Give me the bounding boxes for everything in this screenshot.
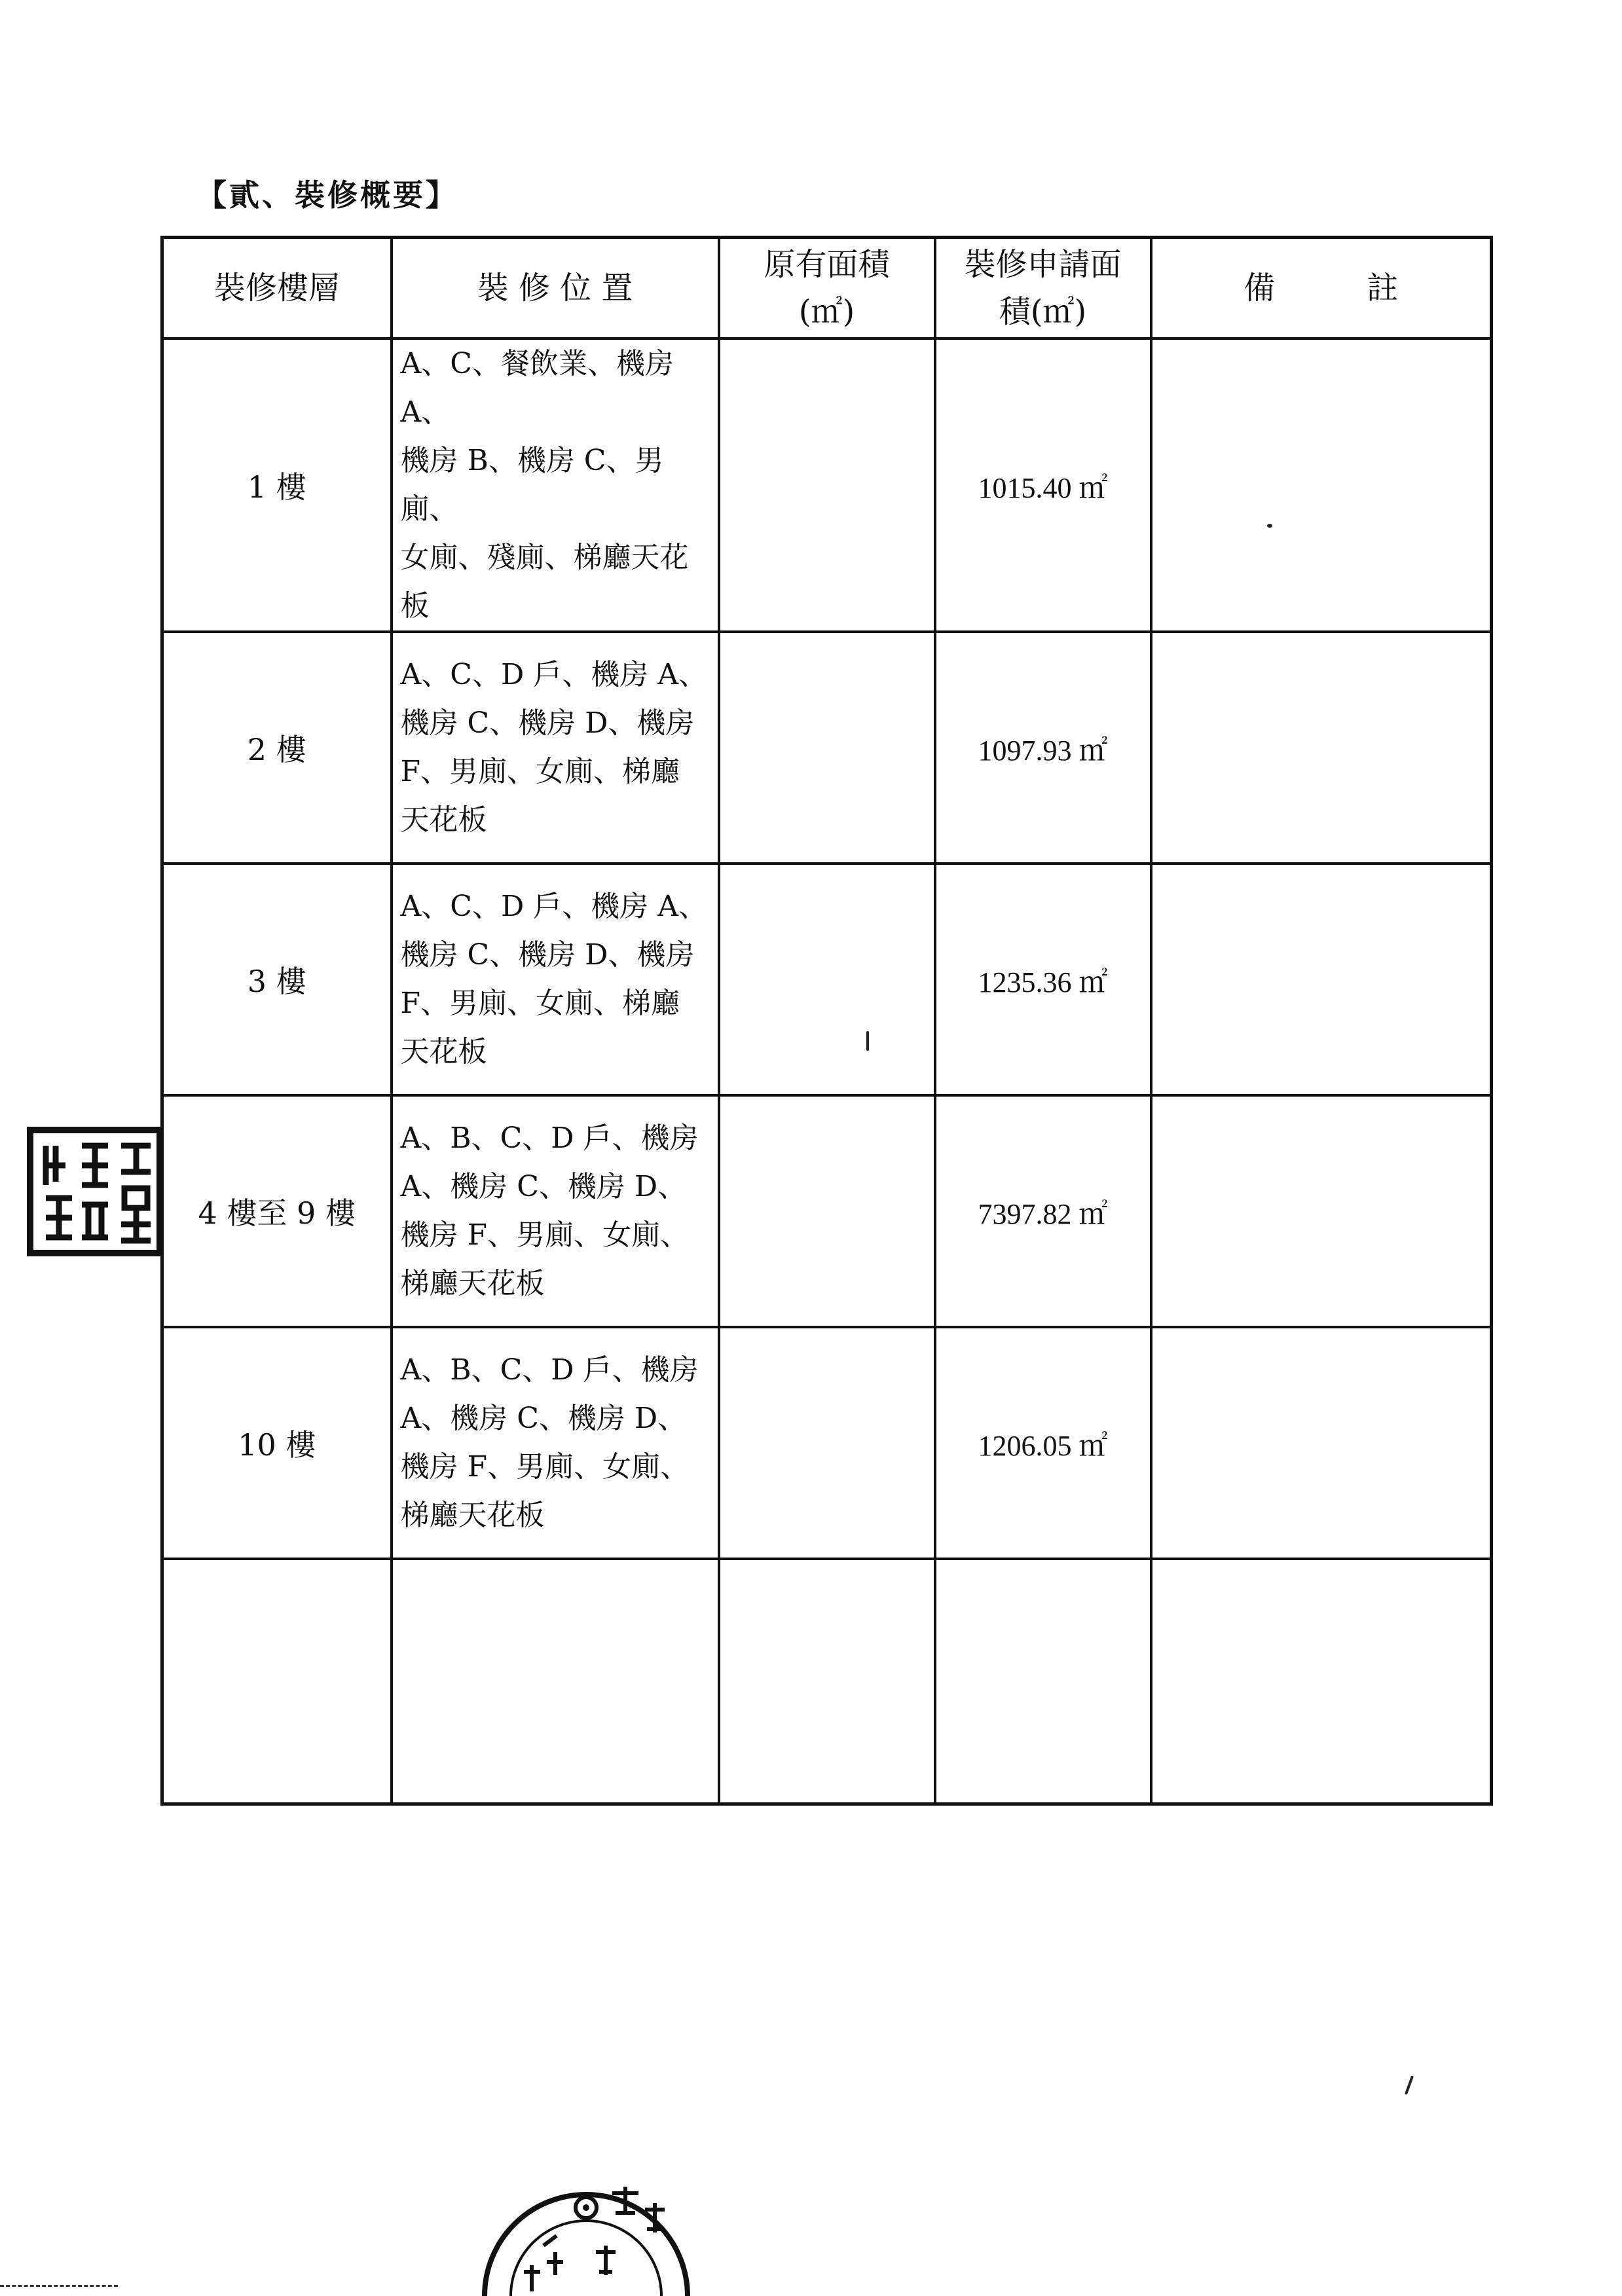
floor-cell: 4 樓至 9 樓	[162, 1095, 392, 1327]
original-area-cell	[719, 632, 935, 864]
empty-cell	[392, 1559, 719, 1804]
applied-area-cell: 7397.82 ㎡	[935, 1095, 1151, 1327]
note-cell	[1151, 338, 1492, 632]
location-cell: A、C、餐飲業、機房 A、 機房 B、機房 C、男廁、 女廁、殘廁、梯廳天花 板	[392, 338, 719, 632]
location-cell: A、C、D 戶、機房 A、 機房 C、機房 D、機房 F、男廁、女廁、梯廳 天花板	[392, 632, 719, 864]
note-cell	[1151, 632, 1492, 864]
scan-speck	[1405, 2075, 1414, 2095]
table-row	[162, 864, 1492, 1095]
original-area-cell	[719, 1095, 935, 1327]
applied-area-cell: 1015.40 ㎡	[935, 338, 1151, 632]
original-area-cell	[719, 864, 935, 1095]
table-row	[162, 632, 1492, 864]
header-note: 備 註	[1151, 238, 1492, 339]
header-location: 裝 修 位 置	[392, 238, 719, 339]
empty-cell	[719, 1559, 935, 1804]
scan-speck	[866, 1031, 869, 1051]
empty-table-row	[162, 1559, 1492, 1804]
scan-speck	[1267, 524, 1272, 528]
note-cell	[1151, 1095, 1492, 1327]
original-area-cell	[719, 1327, 935, 1559]
floor-cell: 3 樓	[162, 864, 392, 1095]
header-original-area: 原有面積 (㎡)	[719, 238, 935, 339]
applied-area-cell: 1097.93 ㎡	[935, 632, 1151, 864]
empty-cell	[162, 1559, 392, 1804]
note-cell	[1151, 864, 1492, 1095]
renovation-summary-table	[160, 236, 1493, 1806]
floor-cell: 2 樓	[162, 632, 392, 864]
floor-cell: 10 樓	[162, 1327, 392, 1559]
section-title: 【貳、裝修概要】	[196, 177, 458, 213]
empty-cell	[935, 1559, 1151, 1804]
applied-area-cell: 1206.05 ㎡	[935, 1327, 1151, 1559]
header-applied-area: 裝修申請面 積(㎡)	[935, 238, 1151, 339]
city-seal-stamp	[478, 2147, 694, 2296]
applied-area-cell: 1235.36 ㎡	[935, 864, 1151, 1095]
table-row	[162, 1095, 1492, 1327]
table-header-row	[162, 238, 1492, 339]
location-cell: A、B、C、D 戶、機房 A、機房 C、機房 D、 機房 F、男廁、女廁、 梯廳天花板	[392, 1095, 719, 1327]
header-floor: 裝修樓層	[162, 238, 392, 339]
note-cell	[1151, 1327, 1492, 1559]
location-cell: A、B、C、D 戶、機房 A、機房 C、機房 D、 機房 F、男廁、女廁、 梯廳天花板	[392, 1327, 719, 1559]
table-row	[162, 338, 1492, 632]
table-row	[162, 1327, 1492, 1559]
signature-line	[0, 2285, 118, 2289]
location-cell: A、C、D 戶、機房 A、 機房 C、機房 D、機房 F、男廁、女廁、梯廳 天花板	[392, 864, 719, 1095]
empty-cell	[1151, 1559, 1492, 1804]
floor-cell: 1 樓	[162, 338, 392, 632]
original-area-cell	[719, 338, 935, 632]
company-seal-stamp	[26, 1126, 164, 1257]
